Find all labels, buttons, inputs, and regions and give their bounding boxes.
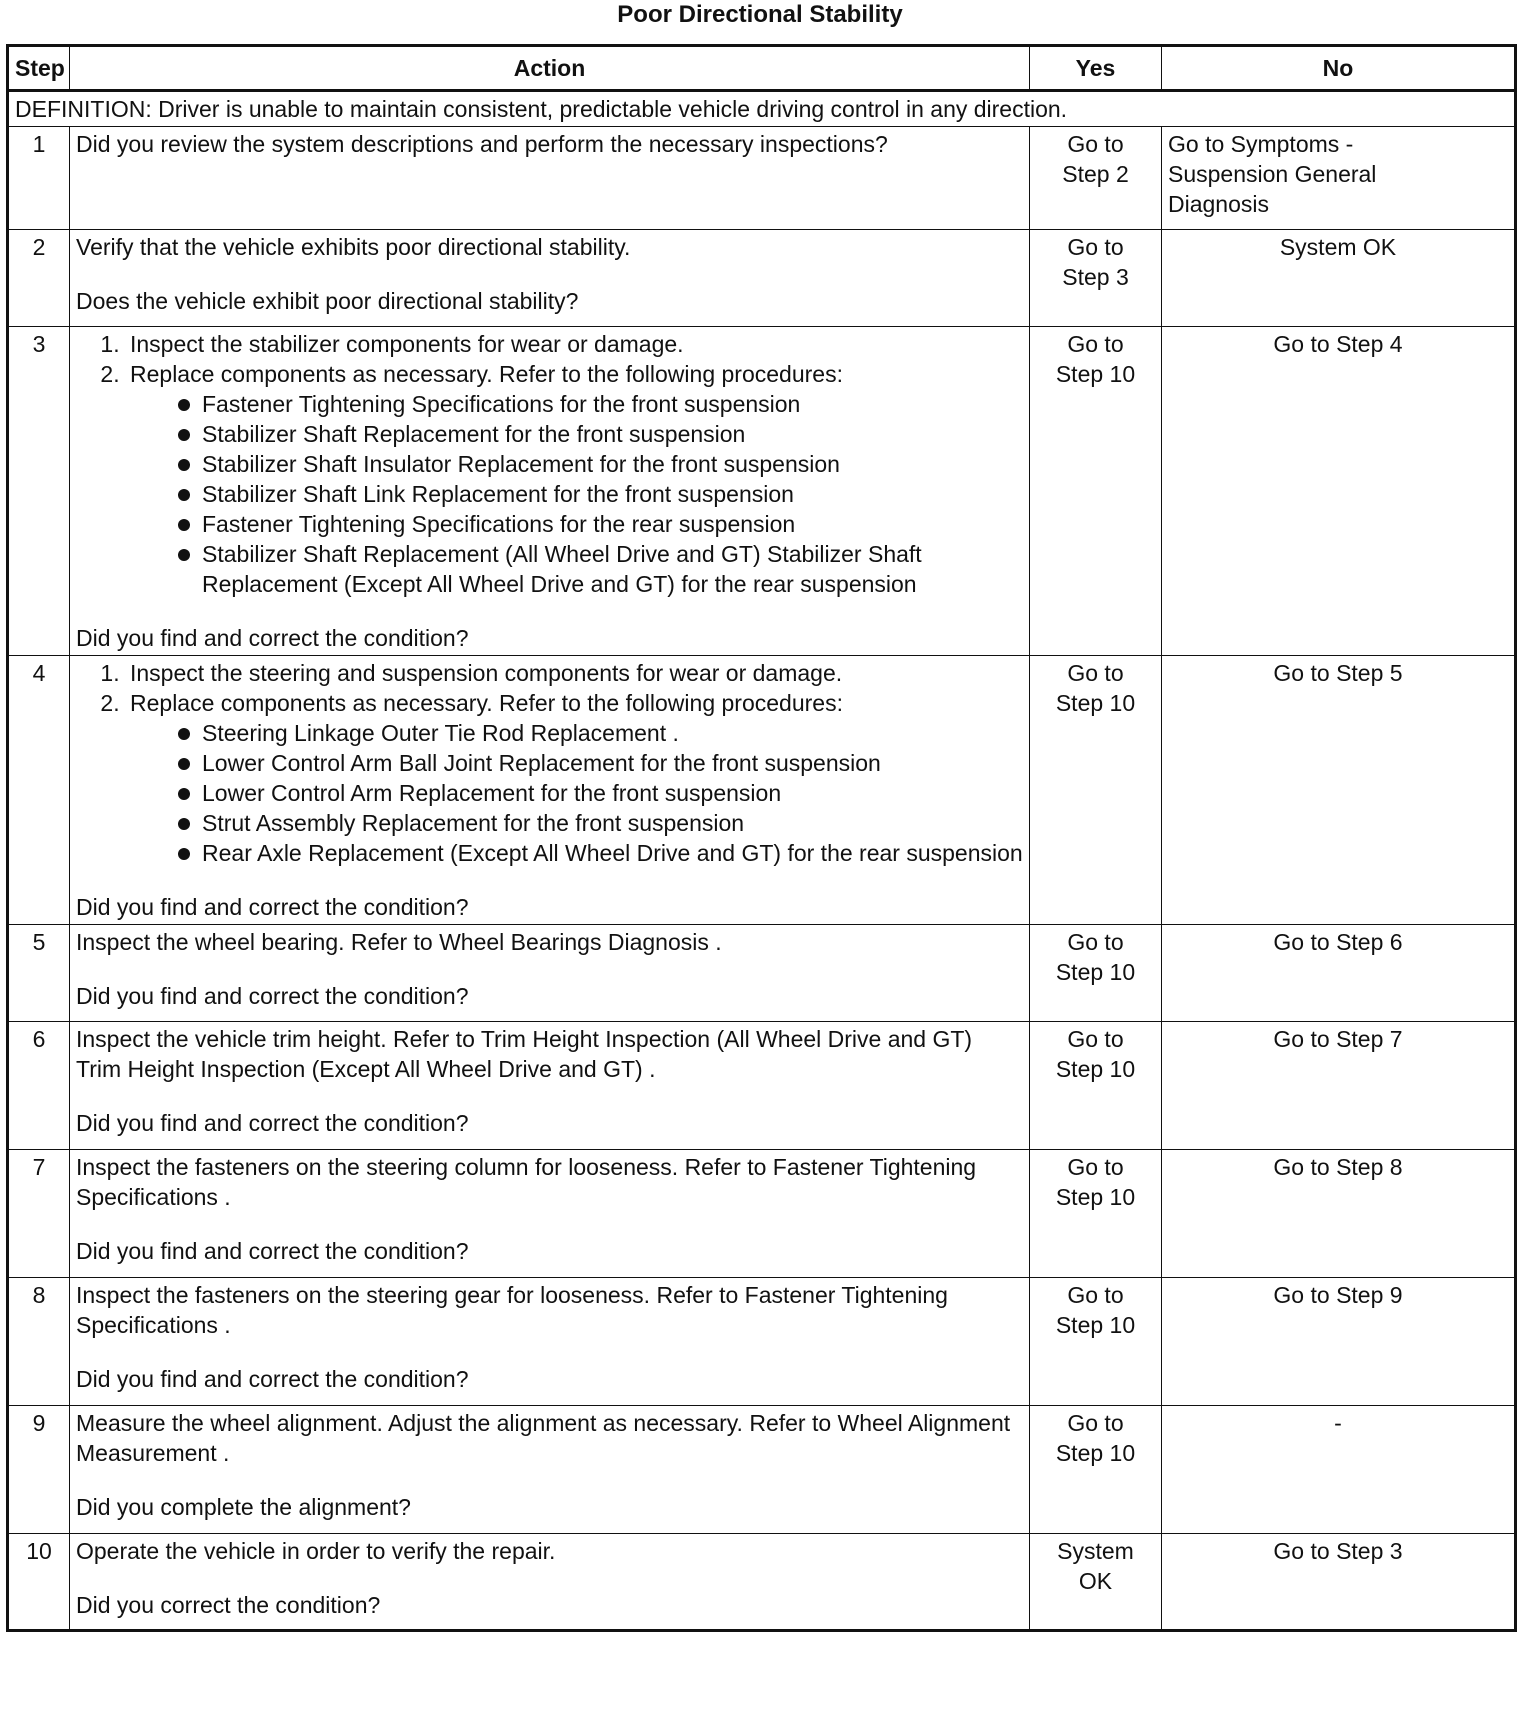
action-question: Did you find and correct the condition? — [76, 1110, 469, 1136]
yes-result — [1030, 327, 1162, 656]
no-result: Go to Step 6 — [1162, 925, 1516, 1022]
yes-result-text: Go to Step 10 — [1055, 929, 1136, 985]
step-number: 6 — [8, 1022, 70, 1150]
step-number: 2 — [8, 230, 70, 327]
page-title: Poor Directional Stability — [617, 1, 903, 28]
table-row — [8, 127, 1516, 230]
bullet-item: Strut Assembly Replacement for the front suspension — [156, 808, 1023, 838]
diagnostic-table — [6, 44, 1517, 1632]
yes-result — [1030, 1022, 1162, 1150]
numbered-list — [76, 658, 1023, 718]
no-result: Go to Step 5 — [1162, 656, 1516, 925]
yes-result — [1030, 1534, 1162, 1631]
yes-result-text: Go to Step 2 — [1062, 131, 1129, 187]
no-result: Go to Step 3 — [1162, 1534, 1516, 1631]
bullet-list — [156, 389, 1023, 599]
yes-result-text: Go to Step 10 — [1055, 1154, 1136, 1210]
bullet-item: Rear Axle Replacement (Except All Wheel Drive and GT) for the rear suspension — [156, 838, 1023, 868]
table-row — [8, 1022, 1516, 1150]
yes-result — [1030, 656, 1162, 925]
yes-result-text: Go to Step 10 — [1055, 331, 1136, 387]
step-number: 8 — [8, 1278, 70, 1406]
header-action: Action — [70, 46, 1030, 91]
step-number: 1 — [8, 127, 70, 230]
header-row — [8, 46, 1516, 91]
list-item: 1. Inspect the steering and suspension components for wear or damage. — [126, 658, 1023, 688]
action-question: Did you find and correct the condition? — [76, 1366, 469, 1392]
table-row — [8, 230, 1516, 327]
yes-result — [1030, 925, 1162, 1022]
bullet-item: Stabilizer Shaft Link Replacement for the front suspension — [156, 479, 1023, 509]
list-item-text: Replace components as necessary. Refer to the following procedures: — [130, 361, 843, 387]
list-item — [126, 688, 1023, 718]
table-row — [8, 1278, 1516, 1406]
action-cell — [70, 1150, 1030, 1278]
action-text: Inspect the wheel bearing. Refer to Wheel Bearings Diagnosis . — [76, 929, 722, 955]
definition-row — [8, 91, 1516, 127]
action-text: Inspect the fasteners on the steering column for looseness. Refer to Fastener Tightening Specifications . — [76, 1154, 977, 1210]
action-question: Did you find and correct the condition? — [76, 894, 469, 920]
no-result: - — [1162, 1406, 1516, 1534]
no-result: System OK — [1162, 230, 1516, 327]
action-question: Did you find and correct the condition? — [76, 1238, 469, 1264]
bullet-item: Lower Control Arm Replacement for the front suspension — [156, 778, 1023, 808]
list-item-text: Replace components as necessary. Refer to the following procedures: — [130, 690, 843, 716]
yes-result — [1030, 127, 1162, 230]
action-question: Did you complete the alignment? — [76, 1494, 411, 1520]
list-item — [126, 359, 1023, 389]
action-text: Inspect the vehicle trim height. Refer to Trim Height Inspection (All Wheel Drive and GT) Trim Height Inspection (Except All Wheel Drive and GT) . — [76, 1026, 973, 1082]
action-cell — [70, 1278, 1030, 1406]
step-number: 7 — [8, 1150, 70, 1278]
bullet-item: Fastener Tightening Specifications for the rear suspension — [156, 509, 1023, 539]
header-yes: Yes — [1030, 46, 1162, 91]
list-item: 1. Inspect the stabilizer components for wear or damage. — [126, 329, 1023, 359]
step-number: 5 — [8, 925, 70, 1022]
table-row — [8, 656, 1516, 925]
step-number: 9 — [8, 1406, 70, 1534]
no-result: Go to Step 4 — [1162, 327, 1516, 656]
yes-result-text: Go to Step 10 — [1055, 1282, 1136, 1338]
table-row — [8, 1534, 1516, 1631]
bullet-item: Steering Linkage Outer Tie Rod Replacement . — [156, 718, 1023, 748]
table-row — [8, 1406, 1516, 1534]
action-cell — [70, 656, 1030, 925]
yes-result — [1030, 1278, 1162, 1406]
action-question: Did you find and correct the condition? — [76, 625, 469, 651]
action-question: Did you correct the condition? — [76, 1592, 381, 1618]
action-question: Does the vehicle exhibit poor directional stability? — [76, 288, 579, 314]
yes-result-text: Go to Step 10 — [1055, 1410, 1136, 1466]
action-text: Inspect the fasteners on the steering gear for looseness. Refer to Fastener Tightening Specifications . — [76, 1282, 948, 1338]
header-no: No — [1162, 46, 1516, 91]
action-cell — [70, 327, 1030, 656]
no-result: Go to Step 7 — [1162, 1022, 1516, 1150]
yes-result-text: Go to Step 10 — [1055, 660, 1136, 716]
yes-result — [1030, 230, 1162, 327]
action-text: Operate the vehicle in order to verify the repair. — [76, 1538, 556, 1564]
no-result — [1162, 127, 1516, 230]
bullet-item: Stabilizer Shaft Replacement for the front suspension — [156, 419, 1023, 449]
action-cell — [70, 1406, 1030, 1534]
action-cell — [70, 1022, 1030, 1150]
table-row — [8, 1150, 1516, 1278]
yes-result — [1030, 1406, 1162, 1534]
action-question: Did you find and correct the condition? — [76, 983, 469, 1009]
table-row — [8, 925, 1516, 1022]
yes-result-text: Go to Step 3 — [1062, 234, 1129, 290]
bullet-item: Fastener Tightening Specifications for the front suspension — [156, 389, 1023, 419]
yes-result — [1030, 1150, 1162, 1278]
definition-text: DEFINITION: Driver is unable to maintain consistent, predictable vehicle driving control in any direction. — [8, 91, 1516, 127]
action-text: Measure the wheel alignment. Adjust the alignment as necessary. Refer to Wheel Alignment Measurement . — [76, 1410, 1011, 1466]
action-cell — [70, 925, 1030, 1022]
bullet-item: Stabilizer Shaft Insulator Replacement for the front suspension — [156, 449, 1023, 479]
table-row — [8, 327, 1516, 656]
step-number: 4 — [8, 656, 70, 925]
step-number: 10 — [8, 1534, 70, 1631]
step-number: 3 — [8, 327, 70, 656]
bullet-list — [156, 718, 1023, 868]
action-cell — [70, 230, 1030, 327]
bullet-item: Stabilizer Shaft Replacement (All Wheel Drive and GT) Stabilizer Shaft Replacement (Except All Wheel Drive and GT) for the rear suspension — [156, 539, 1023, 599]
no-result: Go to Step 8 — [1162, 1150, 1516, 1278]
action-text: Verify that the vehicle exhibits poor directional stability. — [76, 234, 631, 260]
action-cell — [70, 1534, 1030, 1631]
yes-result-text: System OK — [1057, 1538, 1134, 1594]
numbered-list — [76, 329, 1023, 389]
no-result: Go to Step 9 — [1162, 1278, 1516, 1406]
no-result-text: Go to Symptoms - Suspension General Diagnosis — [1168, 131, 1377, 217]
header-step: Step — [8, 46, 70, 91]
yes-result-text: Go to Step 10 — [1055, 1026, 1136, 1082]
bullet-item: Lower Control Arm Ball Joint Replacement for the front suspension — [156, 748, 1023, 778]
action-text: Did you review the system descriptions and perform the necessary inspections? — [70, 127, 1030, 230]
